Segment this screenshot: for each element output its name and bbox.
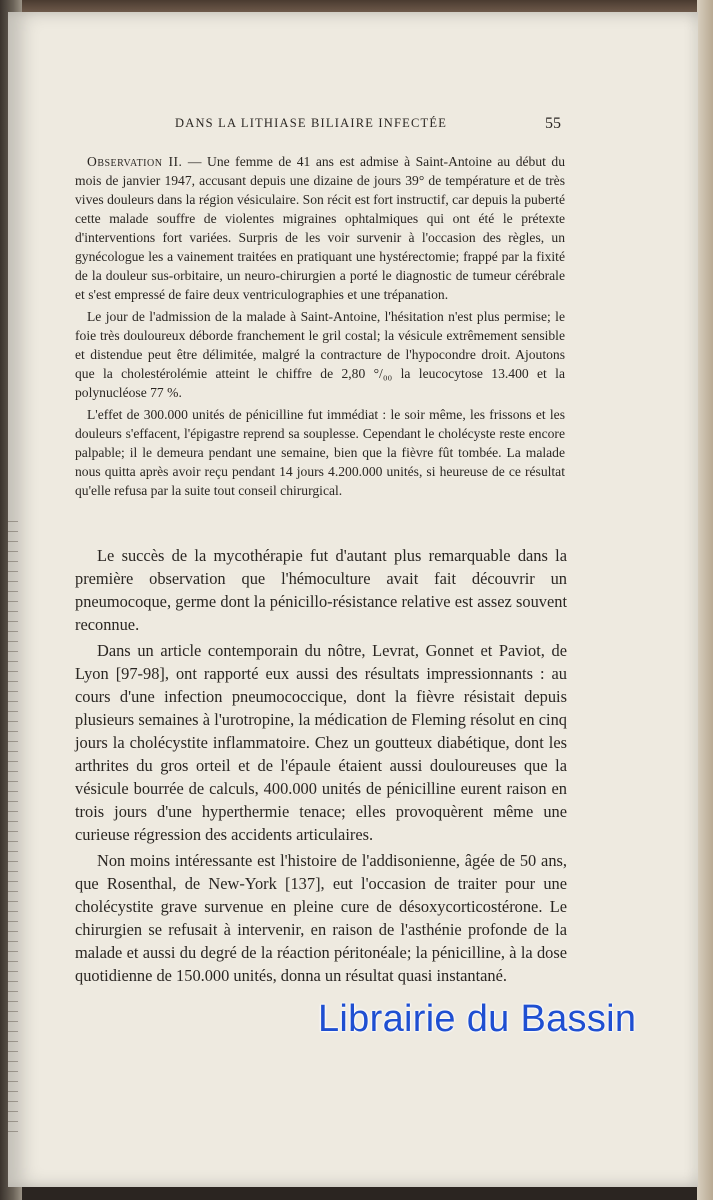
page-number: 55	[545, 115, 561, 132]
observation-paragraph-3: L'effet de 300.000 unités de pénicilline fut immédiat : le soir même, les frissons et les douleurs s'effacent, l'épigastre reprend sa souplesse. Cependant le cholécyste reste encore palpable; il le demeura pendant une semaine, bien que la fièvre fût tombée. La malade nous quitta après avoir reçu pendant 14 jours 4.200.000 unités, si heureuse de ce résultat qu'elle refusa par la suite tout conseil chirurgical.	[75, 407, 565, 498]
page-stack-edge	[697, 0, 713, 1200]
main-text-block	[75, 544, 567, 987]
observation-label: Observation II.	[87, 154, 183, 169]
observation-block	[75, 152, 565, 500]
running-header: DANS LA LITHIASE BILIAIRE INFECTÉE	[175, 116, 448, 130]
page-edge-marks	[8, 512, 18, 1132]
body-paragraph-3: Non moins intéressante est l'histoire de l'addisonienne, âgée de 50 ans, que Rosenthal, de New-York [137], eut l'occasion de traiter pour une cholécystite grave survenue en pleine cure de désoxycorticostérone. Le chirurgien se refusait à intervenir, en raison de l'asthénie profonde de la malade et aussi du degré de la réaction péritonéale; la pénicilline, à la dose quotidienne de 150.000 unités, donna un résultat quasi instantané.	[75, 851, 567, 985]
observation-paragraph-2: Le jour de l'admission de la malade à Saint-Antoine, l'hésitation n'est plus permise; le foie très douloureux déborde franchement le gril costal; la vésicule extrêmement sensible et distendue peut être délimitée, malgré la contracture de l'hypocondre droit. Ajoutons que la cholestérolémie atteint le chiffre de 2,80 °/₀₀ la leucocytose 13.400 et la polynucléose 77 %.	[75, 309, 565, 400]
watermark: Librairie du Bassin	[318, 998, 637, 1040]
body-paragraph-1: Le succès de la mycothérapie fut d'autant plus remarquable dans la première observation que l'hémoculture avait fait découvrir un pneumocoque, germe dont la pénicillo-résistance relative est assez souvent reconnue.	[75, 546, 567, 634]
observation-paragraph-1-text: — Une femme de 41 ans est admise à Saint-Antoine au début du mois de janvier 1947, accusant depuis une dizaine de jours 39° de température et de très vives douleurs dans la région vésiculaire. Son récit est fort instructif, car depuis la puberté cette malade souffre de violentes migraines ophtalmiques qui ont été le prétexte d'interventions fort variées. Surpris de les voir survenir à l'occasion des règles, un gynécologue les a vainement traitées en pratiquant une hystérectomie; frappé par la fixité de la douleur sus-orbitaire, un neuro-chirurgien a porté le diagnostic de tumeur cérébrale et s'est empressé de faire deux ventriculographies et une trépanation.	[75, 154, 565, 302]
body-paragraph-2: Dans un article contemporain du nôtre, Levrat, Gonnet et Paviot, de Lyon [97-98], ont rapporté eux aussi des résultats impressionnants : au cours d'une infection pneumococcique, dont la fièvre résistait depuis plusieurs semaines à l'urotropine, la médication de Fleming résolut en cinq jours la cholécystite inflammatoire. Chez un goutteux diabétique, dont les arthrites du gros orteil et de l'épaule étaient aussi douloureuses que la vésicule bourrée de calculs, 400.000 unités de pénicilline eurent raison en trois jours d'une hyperthermie tenace; elles provoquèrent même une curieuse régression des accidents articulaires.	[75, 641, 567, 844]
observation-paragraph-1	[75, 152, 565, 304]
